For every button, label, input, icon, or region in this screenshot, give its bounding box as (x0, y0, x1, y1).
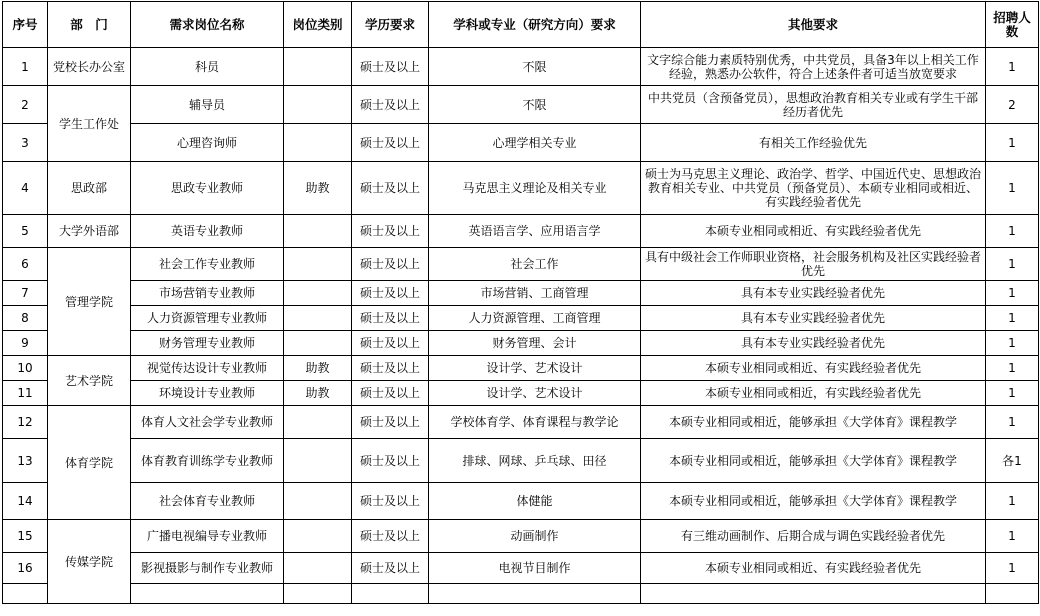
cell-major: 人力资源管理、工商管理 (429, 306, 641, 331)
cell-position: 社会工作专业教师 (131, 248, 284, 281)
cell-position: 辅导员 (131, 86, 284, 124)
cell-seq: 6 (3, 248, 48, 281)
table-row (3, 86, 1039, 124)
cell-other: 有三维动画制作、后期合成与调色实践经验者优先 (641, 520, 986, 553)
cell-dept: 思政部 (48, 162, 131, 215)
cell-seq: 16 (3, 553, 48, 584)
cell-other: 本硕专业相同或相近、有实践经验者优先 (641, 356, 986, 381)
cell-major: 动画制作 (429, 520, 641, 553)
table-row (3, 483, 1039, 520)
cell-other: 本硕专业相同或相近，能够承担《大学体育》课程教学 (641, 483, 986, 520)
cell-seq: 4 (3, 162, 48, 215)
cell-seq: 1 (3, 48, 48, 86)
cell-seq: 8 (3, 306, 48, 331)
cell-category (284, 86, 352, 124)
cell-other: 文字综合能力素质特别优秀，中共党员，具备3年以上相关工作经验，熟悉办公软件，符合上述条件者可适当放宽要求 (641, 48, 986, 86)
cell-major: 不限 (429, 48, 641, 86)
cell-count: 1 (986, 162, 1039, 215)
cell-seq: 15 (3, 520, 48, 553)
cell-dept: 学生工作处 (48, 86, 131, 162)
cell-dept: 大学外语部 (48, 215, 131, 248)
cell-position: 影视摄影与制作专业教师 (131, 553, 284, 584)
table-row (3, 124, 1039, 162)
cell-education: 硕士及以上 (352, 306, 429, 331)
cell-other: 本硕专业相同或相近，能够承担《大学体育》课程教学 (641, 439, 986, 483)
table-row (3, 248, 1039, 281)
table-row (3, 281, 1039, 306)
cell-seq: 11 (3, 381, 48, 406)
cell-seq (3, 584, 48, 604)
cell-seq: 2 (3, 86, 48, 124)
cell-position: 视觉传达设计专业教师 (131, 356, 284, 381)
cell-position: 体育人文社会学专业教师 (131, 406, 284, 439)
cell-major: 不限 (429, 86, 641, 124)
cell-education: 硕士及以上 (352, 248, 429, 281)
header-row (3, 2, 1039, 48)
cell-count: 1 (986, 306, 1039, 331)
cell-major: 市场营销、工商管理 (429, 281, 641, 306)
cell-category (284, 553, 352, 584)
cell-other: 有相关工作经验优先 (641, 124, 986, 162)
cell-count: 1 (986, 215, 1039, 248)
cell-position: 科员 (131, 48, 284, 86)
header-major: 学科或专业（研究方向）要求 (429, 2, 641, 48)
cell-education: 硕士及以上 (352, 48, 429, 86)
cell-major: 社会工作 (429, 248, 641, 281)
cell-count: 1 (986, 124, 1039, 162)
cell-education: 硕士及以上 (352, 331, 429, 356)
cell-other: 本硕专业相同或相近，有实践经验者优先 (641, 381, 986, 406)
cell-count: 1 (986, 48, 1039, 86)
cell-category (284, 281, 352, 306)
cell-major: 心理学相关专业 (429, 124, 641, 162)
cell-count: 1 (986, 281, 1039, 306)
cell-dept: 党校长办公室 (48, 48, 131, 86)
cell-category: 助教 (284, 356, 352, 381)
cell-dept: 管理学院 (48, 248, 131, 356)
cell-dept: 艺术学院 (48, 356, 131, 406)
cell-education: 硕士及以上 (352, 553, 429, 584)
cell-other: 具有本专业实践经验者优先 (641, 331, 986, 356)
cell-major: 马克思主义理论及相关专业 (429, 162, 641, 215)
cell-category (284, 483, 352, 520)
cell-position: 市场营销专业教师 (131, 281, 284, 306)
table-row (3, 553, 1039, 584)
cell-major: 英语语言学、应用语言学 (429, 215, 641, 248)
cell-dept: 传媒学院 (48, 520, 131, 604)
cell-seq: 12 (3, 406, 48, 439)
cell-education: 硕士及以上 (352, 215, 429, 248)
cell-category: 助教 (284, 162, 352, 215)
cell-seq: 13 (3, 439, 48, 483)
cell-count (986, 584, 1039, 604)
cell-major: 学校体育学、体育课程与教学论 (429, 406, 641, 439)
table-row (3, 584, 1039, 604)
cell-major: 电视节目制作 (429, 553, 641, 584)
cell-other: 本硕专业相同或相近、有实践经验者优先 (641, 553, 986, 584)
cell-seq: 10 (3, 356, 48, 381)
table-row (3, 406, 1039, 439)
cell-position: 社会体育专业教师 (131, 483, 284, 520)
cell-major: 排球、网球、乒乓球、田径 (429, 439, 641, 483)
cell-position: 思政专业教师 (131, 162, 284, 215)
cell-other: 本硕专业相同或相近、有实践经验者优先 (641, 215, 986, 248)
header-other: 其他要求 (641, 2, 986, 48)
cell-other: 具有中级社会工作师职业资格，社会服务机构及社区实践经验者优先 (641, 248, 986, 281)
table-row (3, 215, 1039, 248)
cell-other (641, 584, 986, 604)
cell-category (284, 124, 352, 162)
table-row (3, 48, 1039, 86)
cell-education (352, 584, 429, 604)
cell-count: 1 (986, 381, 1039, 406)
cell-education: 硕士及以上 (352, 124, 429, 162)
header-count: 招聘人数 (986, 2, 1039, 48)
cell-position (131, 584, 284, 604)
header-education: 学历要求 (352, 2, 429, 48)
cell-education: 硕士及以上 (352, 281, 429, 306)
cell-education: 硕士及以上 (352, 439, 429, 483)
cell-category (284, 48, 352, 86)
cell-position: 体育教育训练学专业教师 (131, 439, 284, 483)
cell-other: 具有本专业实践经验者优先 (641, 281, 986, 306)
table-row (3, 520, 1039, 553)
table-row (3, 306, 1039, 331)
cell-category (284, 215, 352, 248)
cell-major: 设计学、艺术设计 (429, 381, 641, 406)
recruitment-table (2, 1, 1039, 604)
cell-category (284, 520, 352, 553)
cell-dept: 体育学院 (48, 406, 131, 520)
cell-education: 硕士及以上 (352, 406, 429, 439)
cell-education: 硕士及以上 (352, 520, 429, 553)
cell-major: 财务管理、会计 (429, 331, 641, 356)
cell-count: 1 (986, 483, 1039, 520)
header-dept: 部 门 (48, 2, 131, 48)
cell-education: 硕士及以上 (352, 162, 429, 215)
cell-category: 助教 (284, 381, 352, 406)
table-row (3, 356, 1039, 381)
cell-other: 本硕专业相同或相近，能够承担《大学体育》课程教学 (641, 406, 986, 439)
cell-count: 1 (986, 553, 1039, 584)
cell-count: 1 (986, 406, 1039, 439)
cell-major (429, 584, 641, 604)
table-row (3, 381, 1039, 406)
cell-count: 各1 (986, 439, 1039, 483)
cell-count: 1 (986, 356, 1039, 381)
table-row (3, 439, 1039, 483)
cell-other: 中共党员（含预备党员），思想政治教育相关专业或有学生干部经历者优先 (641, 86, 986, 124)
cell-count: 2 (986, 86, 1039, 124)
table-row (3, 331, 1039, 356)
cell-education: 硕士及以上 (352, 356, 429, 381)
cell-education: 硕士及以上 (352, 86, 429, 124)
cell-category (284, 584, 352, 604)
cell-position: 财务管理专业教师 (131, 331, 284, 356)
cell-other: 具有本专业实践经验者优先 (641, 306, 986, 331)
cell-category (284, 248, 352, 281)
table-row (3, 162, 1039, 215)
header-position: 需求岗位名称 (131, 2, 284, 48)
cell-category (284, 439, 352, 483)
cell-seq: 14 (3, 483, 48, 520)
cell-position: 环境设计专业教师 (131, 381, 284, 406)
cell-major: 设计学、艺术设计 (429, 356, 641, 381)
cell-category (284, 331, 352, 356)
cell-position: 广播电视编导专业教师 (131, 520, 284, 553)
header-seq: 序号 (3, 2, 48, 48)
cell-category (284, 306, 352, 331)
cell-count: 1 (986, 331, 1039, 356)
cell-education: 硕士及以上 (352, 381, 429, 406)
cell-position: 人力资源管理专业教师 (131, 306, 284, 331)
cell-count: 1 (986, 520, 1039, 553)
cell-position: 英语专业教师 (131, 215, 284, 248)
cell-education: 硕士及以上 (352, 483, 429, 520)
cell-seq: 3 (3, 124, 48, 162)
cell-category (284, 406, 352, 439)
cell-seq: 9 (3, 331, 48, 356)
cell-seq: 7 (3, 281, 48, 306)
cell-count: 1 (986, 248, 1039, 281)
cell-other: 硕士为马克思主义理论、政治学、哲学、中国近代史、思想政治教育相关专业、中共党员（预备党员）、本硕专业相同或相近、有实践经验者优先 (641, 162, 986, 215)
cell-position: 心理咨询师 (131, 124, 284, 162)
cell-major: 体健能 (429, 483, 641, 520)
cell-seq: 5 (3, 215, 48, 248)
header-category: 岗位类别 (284, 2, 352, 48)
